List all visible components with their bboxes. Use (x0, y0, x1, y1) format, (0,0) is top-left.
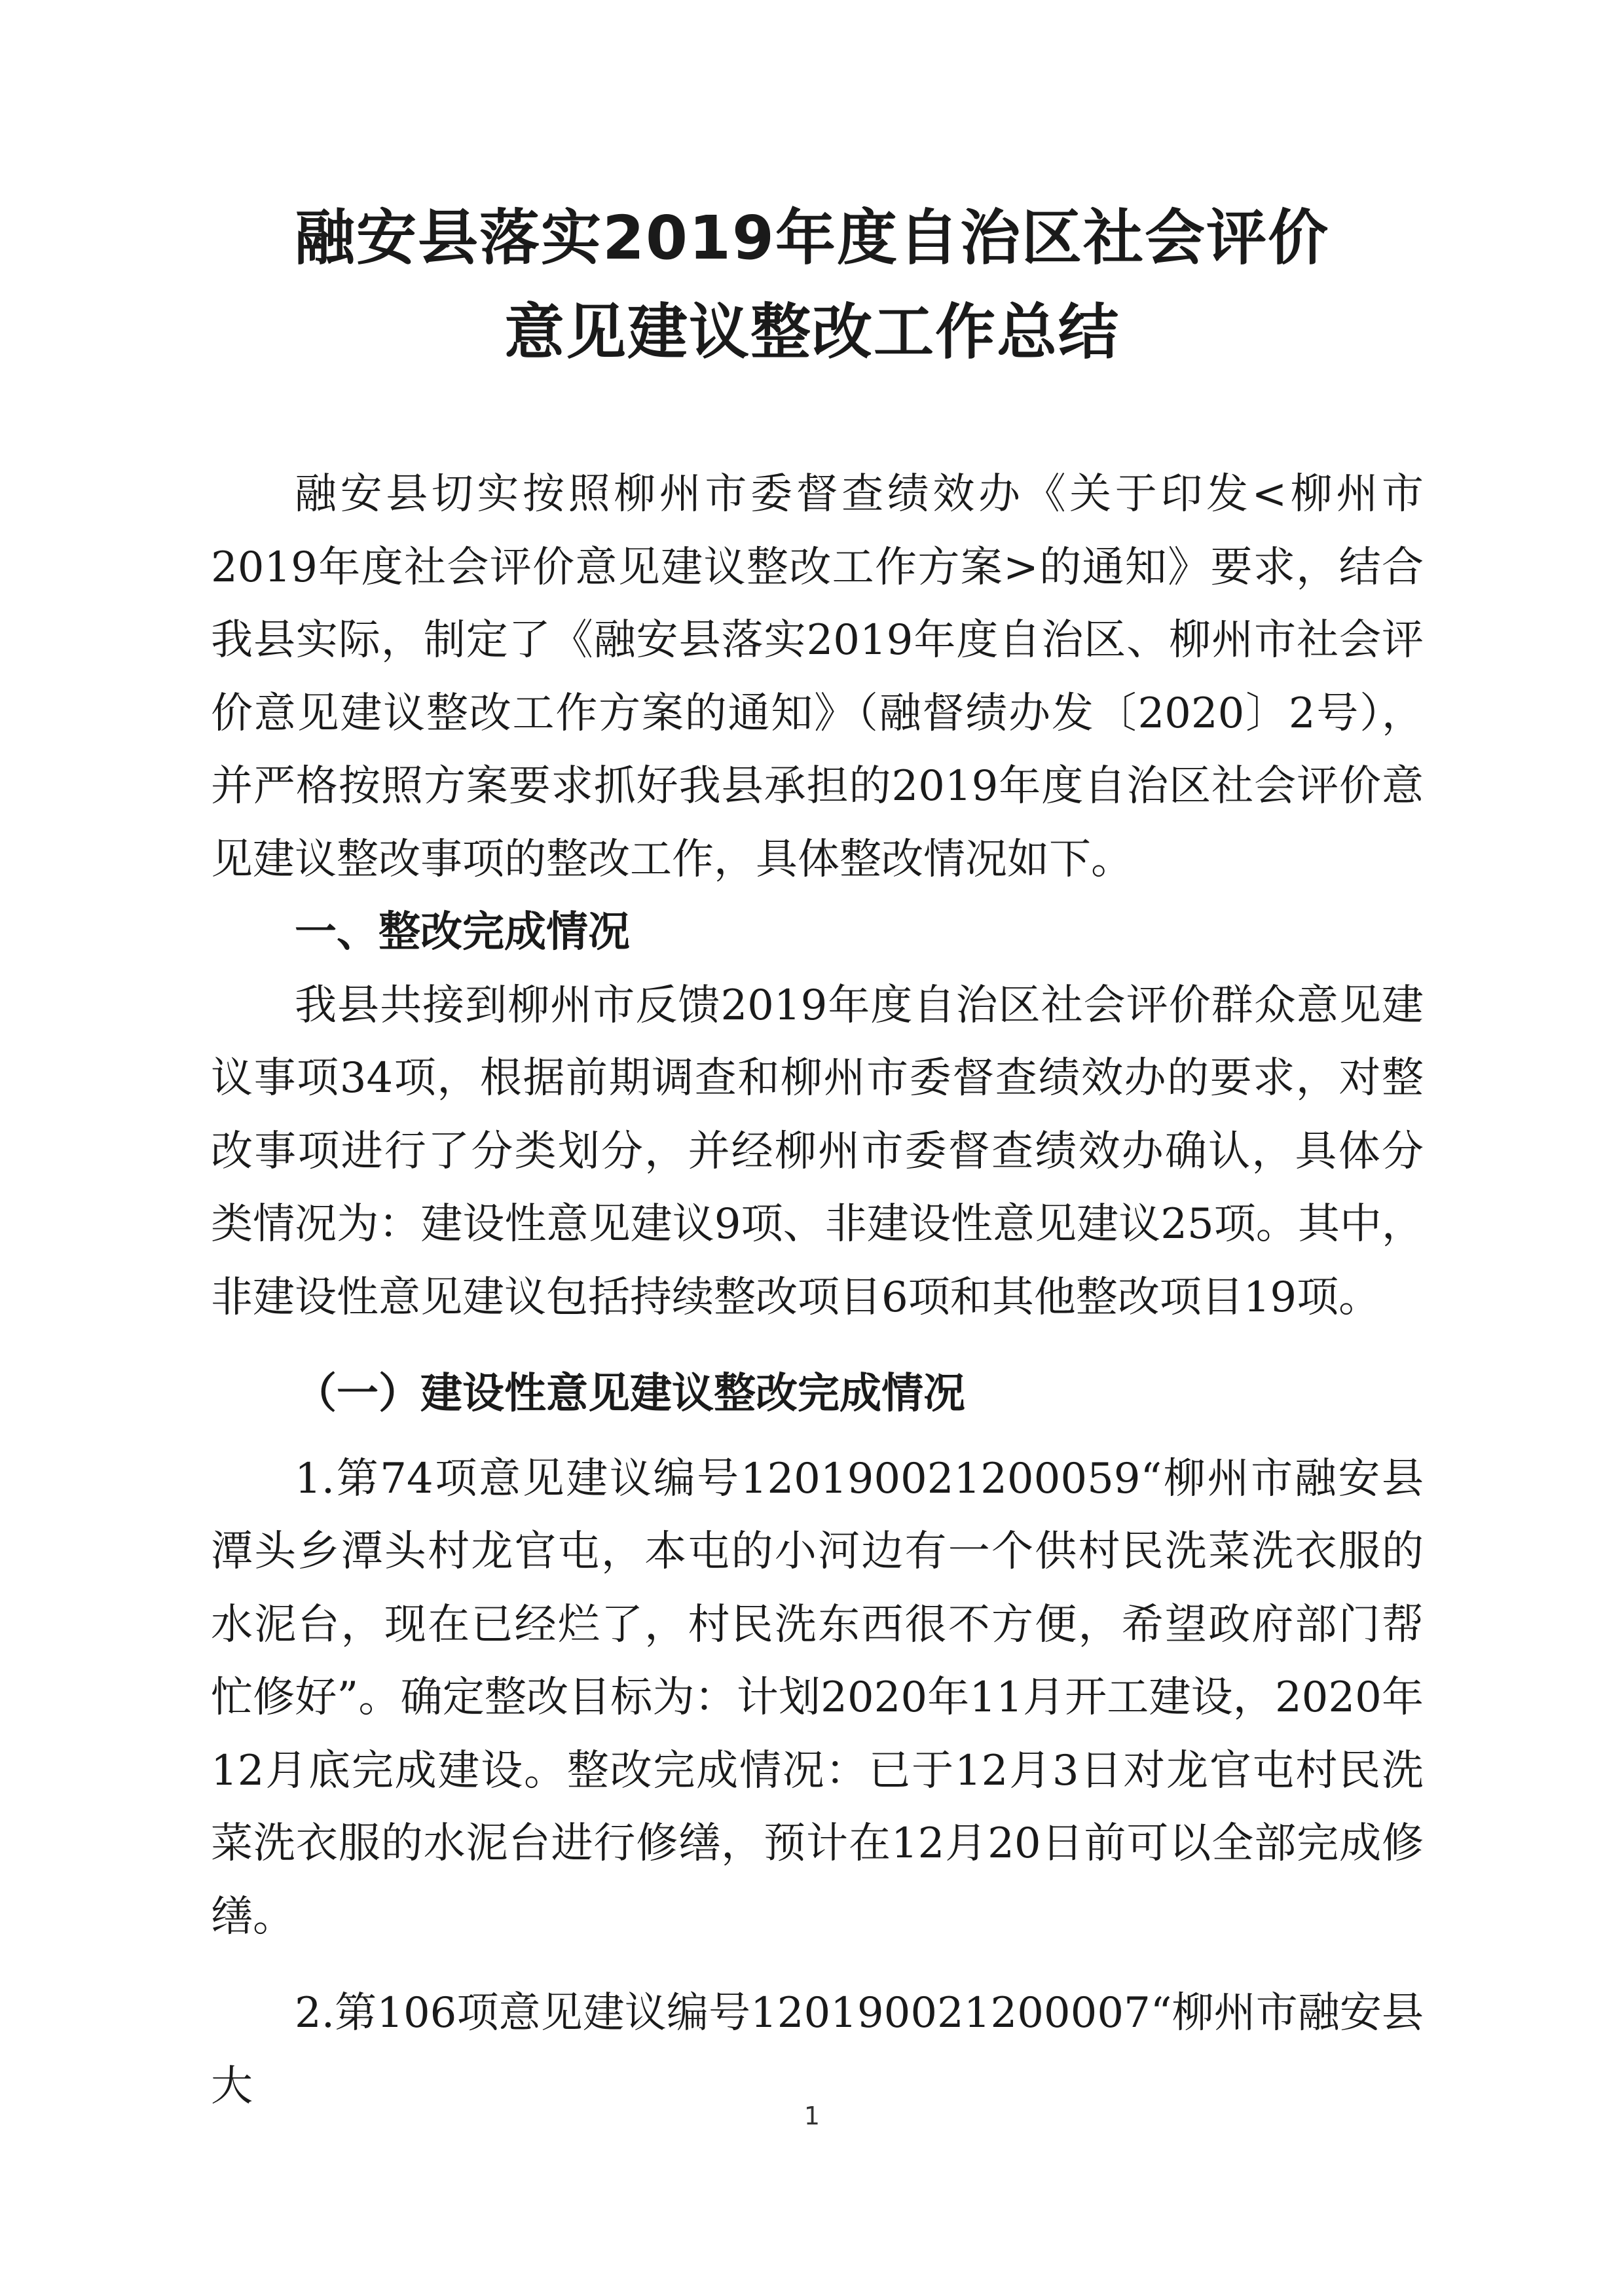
summary-paragraph: 我县共接到柳州市反馈2019年度自治区社会评价群众意见建议事项34项，根据前期调查和柳州市委督查绩效办的要求，对整改事项进行了分类划分，并经柳州市委督查绩效办确认，具体分类情况为：建设性意见建议9项、非建设性意见建议25项。其中，非建设性意见建议包括持续整改项目6项和其他整改项目19项。 (211, 981, 1424, 1322)
section-heading: 一、整改完成情况 (295, 908, 630, 957)
document-title-line1: 融安县落实2019年度自治区社会评价 (294, 203, 1330, 273)
intro-paragraph: 融安县切实按照柳州市委督查绩效办《关于印发<柳州市2019年度社会评价意见建议整改工作方案>的通知》要求，结合我县实际，制定了《融安县落实2019年度自治区、柳州市社会评价意见建议整改工作方案的通知》（融督绩办发〔2020〕2号），并严格按照方案要求抓好我县承担的2019年度自治区社会评价意见建议整改事项的整改工作，具体整改情况如下。 (211, 470, 1424, 884)
subsection-heading: （一）建设性意见建议整改完成情况 (295, 1370, 965, 1418)
document-title-line2: 意见建议整改工作总结 (504, 297, 1120, 367)
item-paragraph-2: 2.第106项意见建议编号120190021200007“柳州市融安县大 (211, 1989, 1424, 2111)
item-paragraph-1: 1.第74项意见建议编号120190021200059“柳州市融安县潭头乡潭头村龙官屯，本屯的小河边有一个供村民洗菜洗衣服的水泥台，现在已经烂了，村民洗东西很不方便，希望政府部门帮忙修好”。确定整改目标为：计划2020年11月开工建设，2020年12月底完成建设。整改完成情况：已于12月3日对龙官屯村民洗菜洗衣服的水泥台进行修缮，预计在12月20日前可以全部完成修缮。 (211, 1454, 1424, 1941)
page-number: 1 (803, 2102, 821, 2130)
document-body (211, 458, 1424, 2123)
